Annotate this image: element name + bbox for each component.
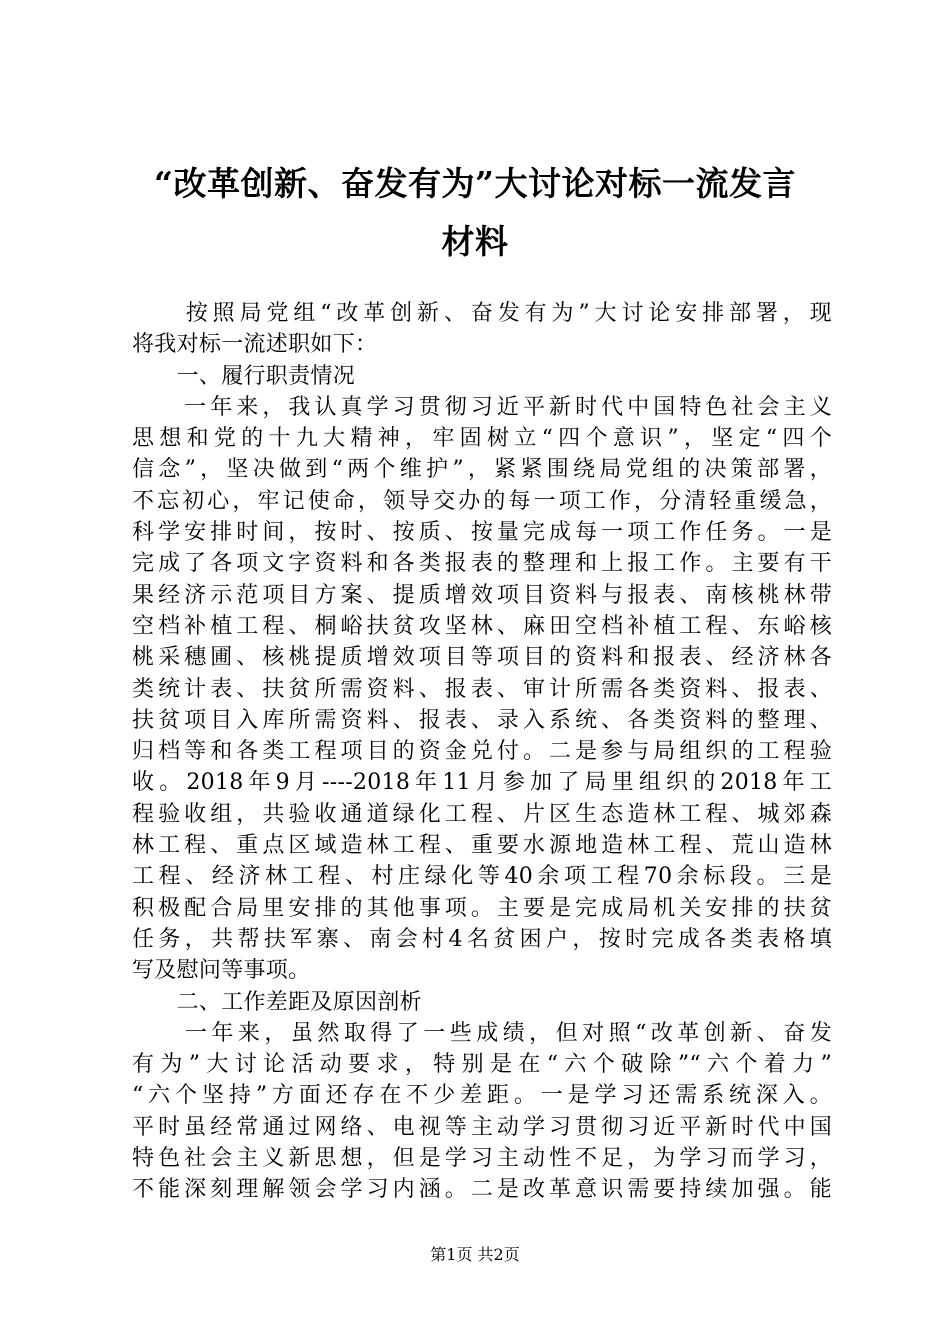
paragraph-line: 类统计表、扶贫所需资料、报表、审计所需各类资料、报表、 [132, 676, 832, 702]
paragraph-line: 思想和党的十九大精神，牢固树立“四个意识”，坚定“四个 [132, 426, 832, 452]
paragraph-line: 归档等和各类工程项目的资金兑付。二是参与局组织的工程验 [132, 739, 832, 765]
paragraph-line: 桃采穗圃、核桃提质增效项目等项目的资料和报表、经济林各 [132, 645, 832, 671]
paragraph-line: 程验收组，共验收通道绿化工程、片区生态造林工程、城郊森 [132, 801, 832, 827]
paragraph-line: 信念”，坚决做到“两个维护”，紧紧围绕局党组的决策部署， [132, 457, 832, 483]
paragraph-line: 一、履行职责情况 [132, 363, 356, 389]
paragraph-line: 写及慰问等事项。 [132, 958, 311, 984]
paragraph-line: 一年来，我认真学习贯彻习近平新时代中国特色社会主义 [132, 394, 832, 420]
document-title-line-2: 材料 [441, 222, 509, 261]
paragraph-line: “六个坚持”方面还存在不少差距。一是学习还需系统深入。 [132, 1083, 832, 1109]
paragraph-line: 收。2018年9月----2018年11月参加了局里组织的2018年工 [132, 770, 832, 796]
paragraph-line: 一年来，虽然取得了一些成绩，但对照“改革创新、奋发 [132, 1020, 832, 1046]
paragraph-line: 将我对标一流述职如下： [132, 332, 378, 358]
paragraph-line: 不能深刻理解领会学习内涵。二是改革意识需要持续加强。能 [132, 1177, 832, 1203]
document-title-line-1: “改革创新、奋发有为”大讨论对标一流发言 [154, 164, 796, 203]
paragraph-line: 特色社会主义新思想，但是学习主动性不足，为学习而学习， [132, 1146, 832, 1172]
paragraph-line: 扶贫项目入库所需资料、报表、录入系统、各类资料的整理、 [132, 707, 832, 733]
paragraph-line: 林工程、重点区域造林工程、重要水源地造林工程、荒山造林 [132, 833, 832, 859]
document-body [132, 298, 832, 1206]
paragraph-line: 工程、经济林工程、村庄绿化等40余项工程70余标段。三是 [132, 864, 832, 890]
paragraph-line: 不忘初心，牢记使命，领导交办的每一项工作，分清轻重缓急， [132, 488, 832, 514]
paragraph-line: 积极配合局里安排的其他事项。主要是完成局机关安排的扶贫 [132, 895, 832, 921]
paragraph-line: 有为”大讨论活动要求，特别是在“六个破除”“六个着力” [132, 1052, 832, 1078]
paragraph-line: 任务，共帮扶军寨、南会村4名贫困户，按时完成各类表格填 [132, 926, 832, 952]
paragraph-line: 二、工作差距及原因剖析 [132, 989, 422, 1015]
paragraph-line: 果经济示范项目方案、提质增效项目资料与报表、南核桃林带 [132, 582, 832, 608]
paragraph-line: 按照局党组“改革创新、奋发有为”大讨论安排部署，现 [132, 301, 832, 326]
page-footer: 第1页 共2页 [430, 1245, 520, 1264]
paragraph-line: 科学安排时间，按时、按质、按量完成每一项工作任务。一是 [132, 520, 832, 546]
paragraph-line: 空档补植工程、桐峪扶贫攻坚林、麻田空档补植工程、东峪核 [132, 613, 832, 639]
paragraph-line: 平时虽经常通过网络、电视等主动学习贯彻习近平新时代中国 [132, 1114, 832, 1140]
paragraph-line: 完成了各项文字资料和各类报表的整理和上报工作。主要有干 [132, 551, 832, 577]
